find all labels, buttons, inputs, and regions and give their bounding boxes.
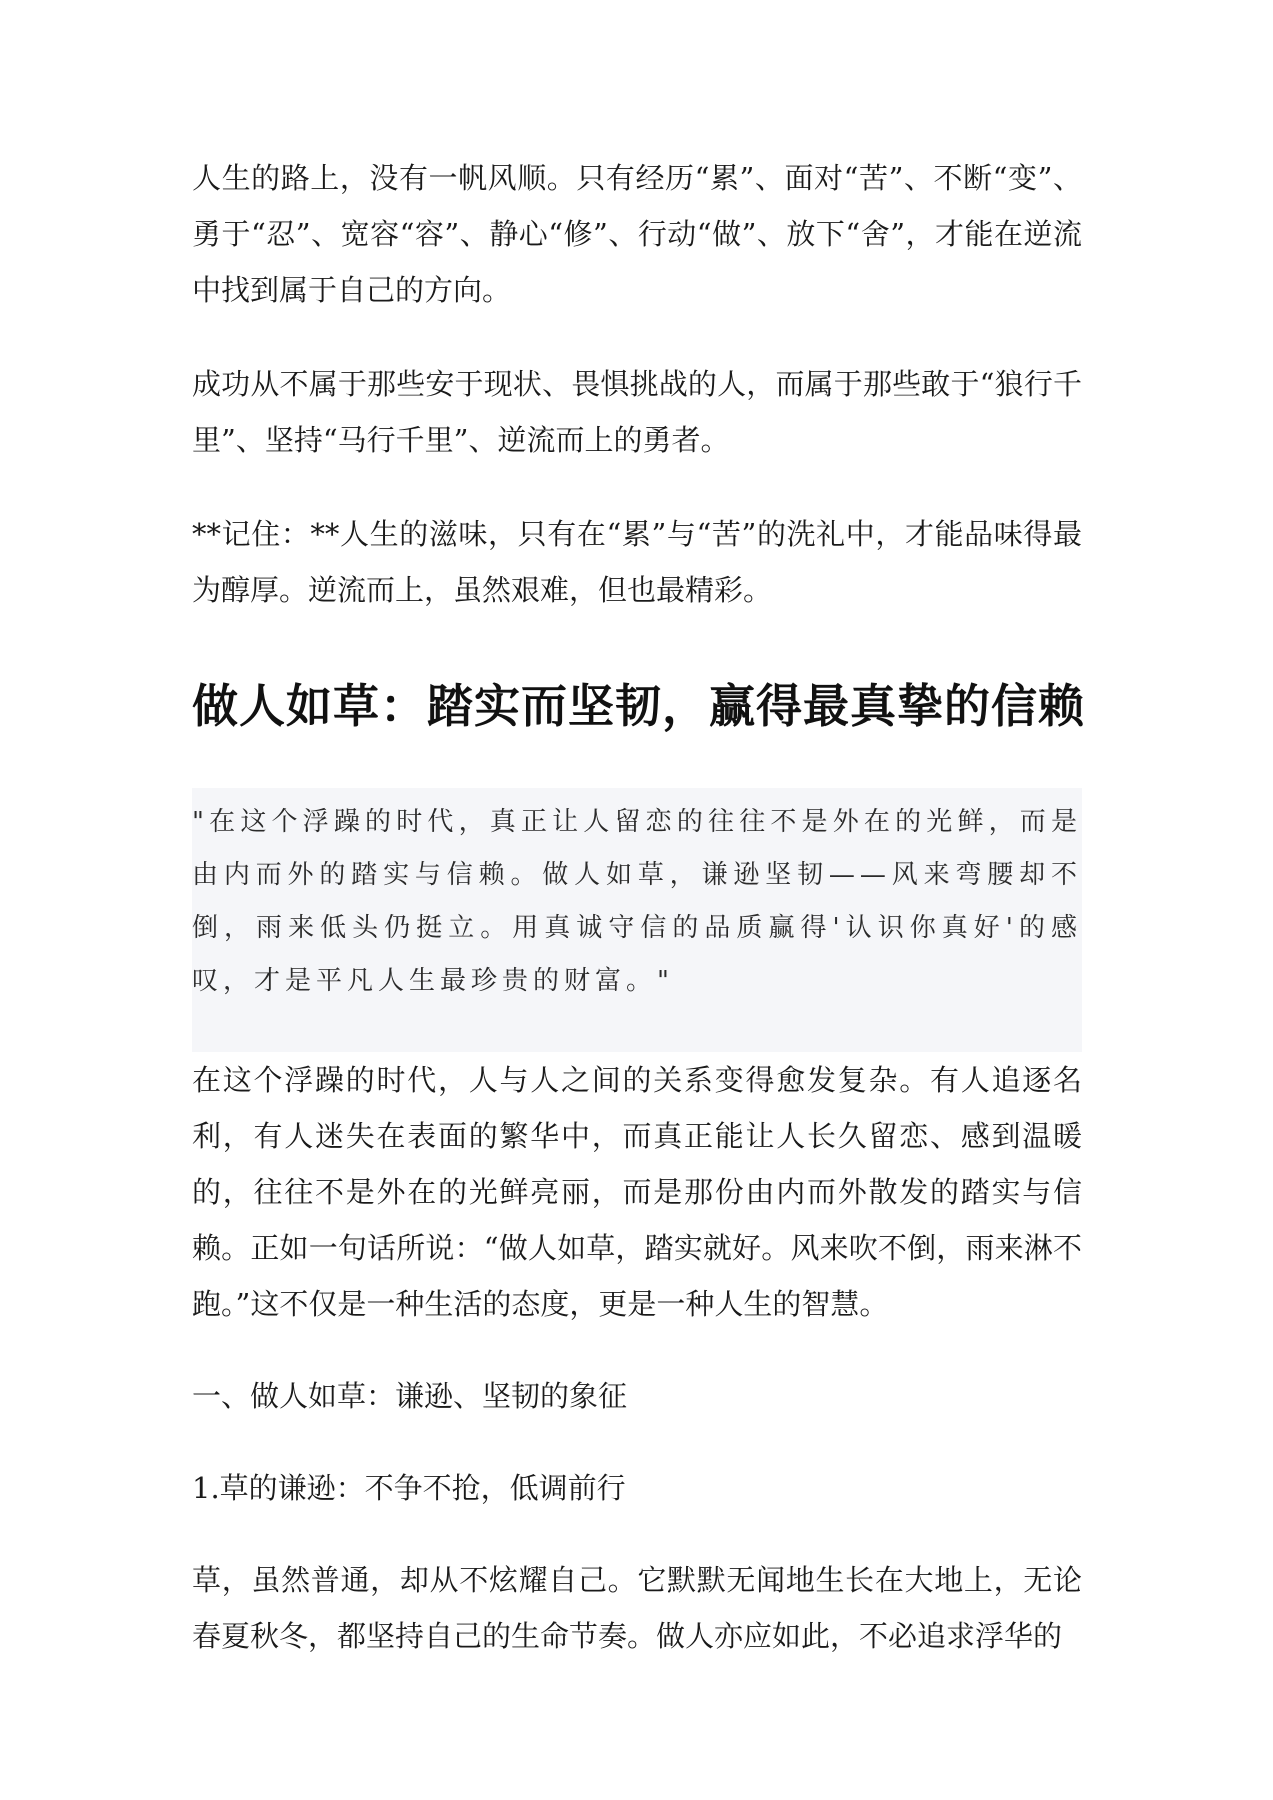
- document-content: [192, 150, 1085, 1664]
- paragraph-intro: 在这个浮躁的时代，人与人之间的关系变得愈发复杂。有人追逐名利，有人迷失在表面的繁华中，而真正能让人长久留恋、感到温暖的，往往不是外在的光鲜亮丽，而是那份由内而外散发的踏实与信赖。正如一句话所说：“做人如草，踏实就好。风来吹不倒，雨来淋不跑。”这不仅是一种生活的态度，更是一种人生的智慧。: [192, 1063, 1082, 1321]
- subsection-heading-1: 1.草的谦逊：不争不抢，低调前行: [192, 1471, 626, 1505]
- section-heading-1: 一、做人如草：谦逊、坚韧的象征: [192, 1379, 628, 1413]
- paragraph-path-of-life: 人生的路上，没有一帆风顺。只有经历“累”、面对“苦”、不断“变”、勇于“忍”、宽容“容”、静心“修”、行动“做”、放下“舍”，才能在逆流中找到属于自己的方向。: [192, 161, 1082, 307]
- article-heading: 做人如草：踏实而坚韧，赢得最真挚的信赖: [192, 679, 1085, 733]
- paragraph-success: 成功从不属于那些安于现状、畏惧挑战的人，而属于那些敢于“狼行千里”、坚持“马行千里”、逆流而上的勇者。: [192, 367, 1082, 457]
- quote-text: "在这个浮躁的时代，真正让人留恋的往往不是外在的光鲜，而是由内而外的踏实与信赖。做人如草，谦逊坚韧——风来弯腰却不倒，雨来低头仍挺立。用真诚守信的品质赢得'认识你真好'的感叹，才是平凡人生最珍贵的财富。": [192, 807, 1082, 996]
- paragraph-grass-humility: 草，虽然普通，却从不炫耀自己。它默默无闻地生长在大地上，无论春夏秋冬，都坚持自己的生命节奏。做人亦应如此，不必追求浮华的: [192, 1563, 1082, 1653]
- quote-block: [192, 788, 1082, 1052]
- paragraph-remember: **记住：**人生的滋味，只有在“累”与“苦”的洗礼中，才能品味得最为醇厚。逆流而上，虽然艰难，但也最精彩。: [192, 517, 1082, 607]
